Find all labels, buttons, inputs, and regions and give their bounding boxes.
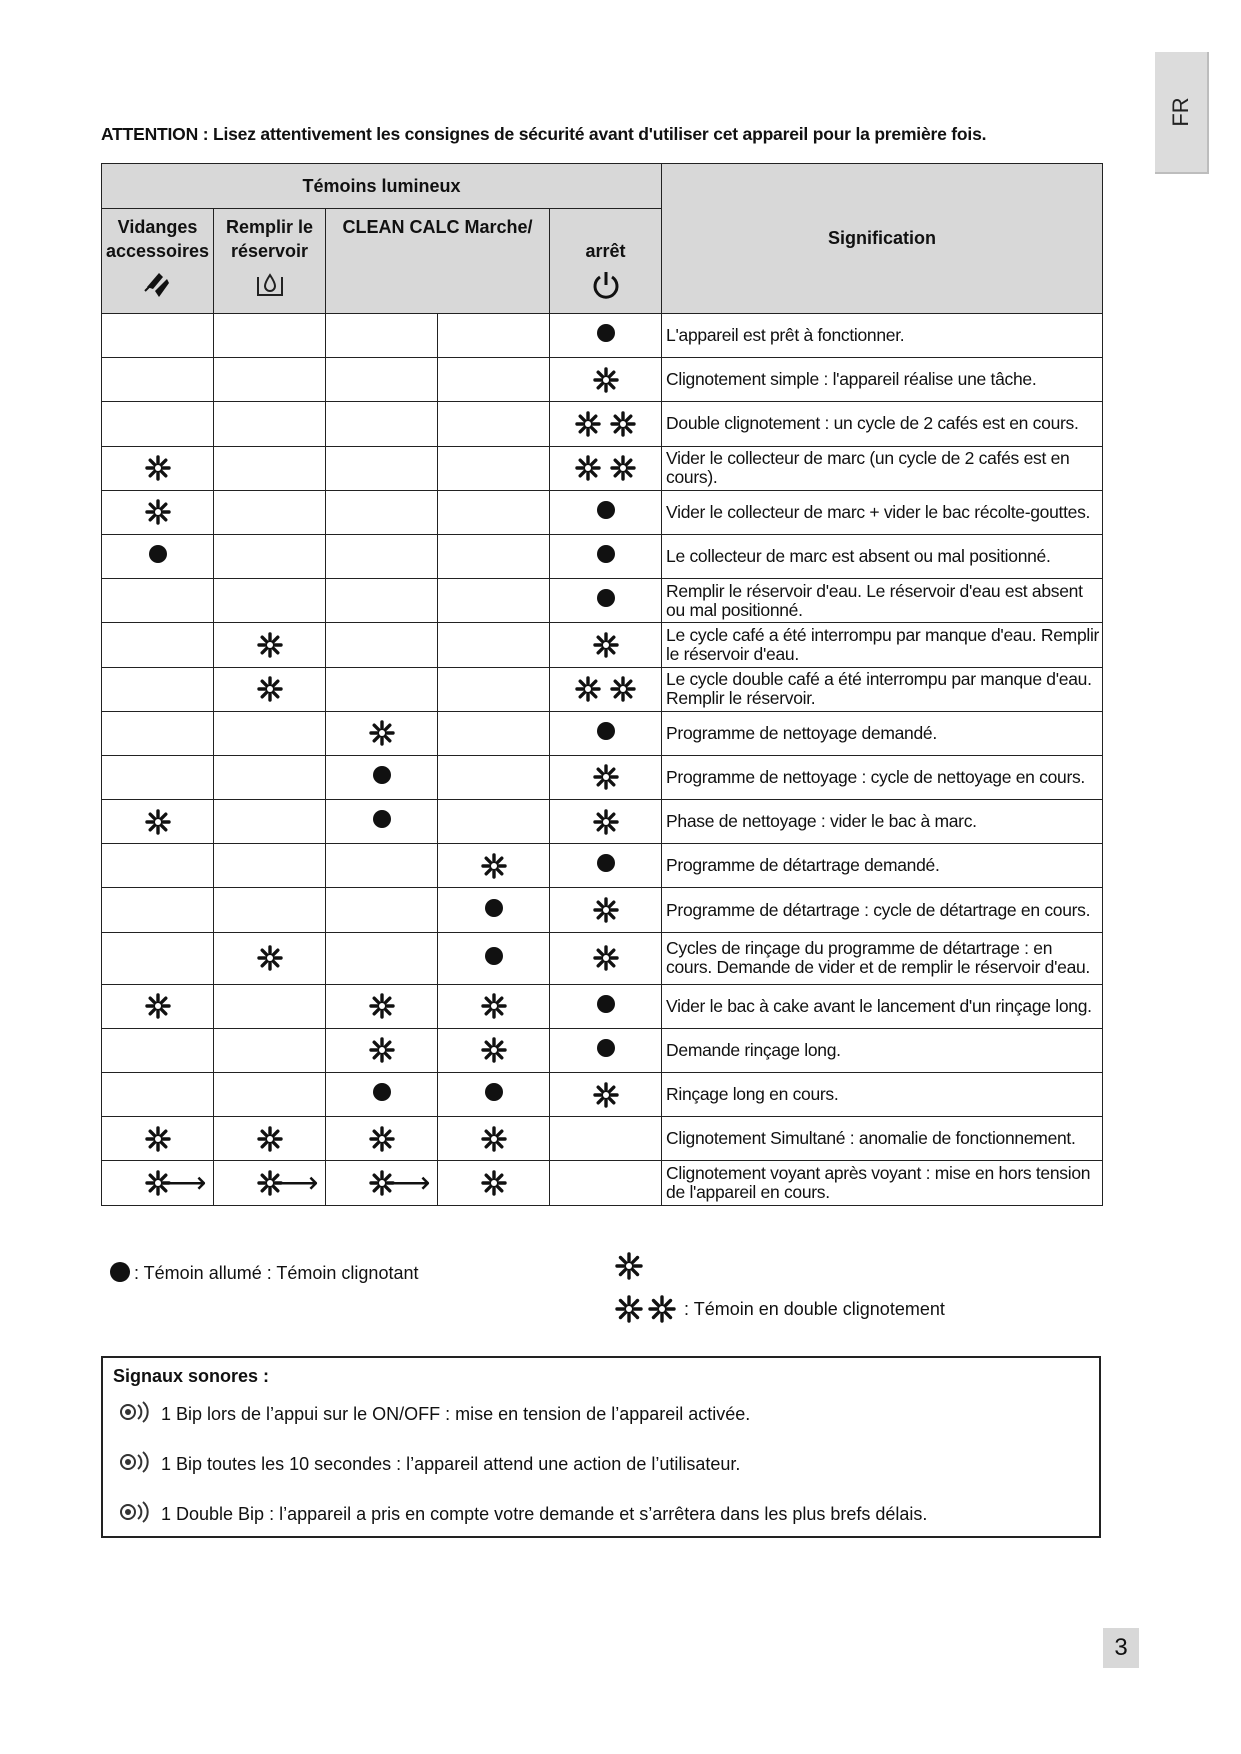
table-row [102, 711, 1103, 755]
indicator-cell [326, 711, 438, 755]
table-row [102, 402, 1103, 446]
indicator-on-icon [485, 1083, 503, 1101]
indicator-on-icon [597, 545, 615, 563]
table-row [102, 358, 1103, 402]
table-row [102, 1028, 1103, 1072]
legend-double-icon [615, 1298, 676, 1318]
table-row [102, 984, 1103, 1028]
indicator-cell [438, 579, 550, 623]
indicator-blink-icon [593, 897, 619, 923]
indicator-blink-icon [575, 676, 601, 702]
indicator-cell [550, 446, 662, 490]
indicator-on-icon [149, 545, 167, 563]
indicator-cell [326, 534, 438, 578]
indicator-cell [102, 932, 214, 984]
indicator-blink-icon [481, 1126, 507, 1152]
indicator-cell [438, 623, 550, 667]
indicator-cell [326, 800, 438, 844]
header-remplir: Remplir le réservoir [214, 209, 326, 314]
indicator-cell [102, 711, 214, 755]
indicator-cell [550, 579, 662, 623]
indicator-cell [326, 1073, 438, 1117]
indicator-cell [550, 314, 662, 358]
signification-cell: Phase de nettoyage : vider le bac à marc. [662, 800, 1103, 844]
indicator-cell [550, 711, 662, 755]
indicator-cell [102, 358, 214, 402]
signification-cell: Remplir le réservoir d'eau. Le réservoir d'eau est absent ou mal positionné. [662, 579, 1103, 623]
indicator-cell [102, 402, 214, 446]
arrow-right-icon: ⟶ [387, 1166, 431, 1200]
indicator-cell [550, 490, 662, 534]
indicator-cell [214, 1028, 326, 1072]
indicator-blink-icon [145, 455, 171, 481]
indicator-cell [214, 1073, 326, 1117]
indicator-cell [214, 623, 326, 667]
indicator-cell [214, 446, 326, 490]
indicator-cell [214, 1161, 326, 1205]
indicator-cell [326, 402, 438, 446]
indicator-cell [438, 844, 550, 888]
indicator-blink-icon [257, 1126, 283, 1152]
indicator-cell [438, 755, 550, 799]
indicator-cell [102, 800, 214, 844]
indicator-cell [214, 490, 326, 534]
page-number: 3 [1103, 1628, 1139, 1668]
indicator-on-icon [485, 947, 503, 965]
signification-cell: Rinçage long en cours. [662, 1073, 1103, 1117]
indicator-blink-icon [481, 853, 507, 879]
indicator-on-icon [373, 810, 391, 828]
indicator-cell [438, 446, 550, 490]
power-icon [550, 269, 661, 308]
table-row [102, 888, 1103, 932]
indicator-cell [326, 490, 438, 534]
indicator-on-icon [597, 324, 615, 342]
table-row [102, 1161, 1103, 1205]
indicator-cell [102, 1161, 214, 1205]
indicator-cell [550, 1117, 662, 1161]
indicator-cell [326, 888, 438, 932]
water-tank-icon [214, 269, 325, 304]
indicator-cell [326, 623, 438, 667]
indicator-cell [326, 932, 438, 984]
table-row [102, 800, 1103, 844]
speaker-icon [119, 1500, 151, 1524]
indicator-cell [102, 844, 214, 888]
indicator-blink-icon [615, 1295, 643, 1323]
signification-cell: Demande rinçage long. [662, 1028, 1103, 1072]
indicator-on-icon [485, 899, 503, 917]
signification-cell: Clignotement Simultané : anomalie de fonctionnement. [662, 1117, 1103, 1161]
indicator-blink-icon [593, 764, 619, 790]
speaker-icon [119, 1450, 151, 1474]
indicator-blink-icon [593, 632, 619, 658]
indicator-cell [550, 667, 662, 711]
indicator-cell [326, 1117, 438, 1161]
indicator-cell [326, 667, 438, 711]
indicator-blink-icon [369, 1037, 395, 1063]
indicator-cell [438, 1117, 550, 1161]
indicator-cell [214, 755, 326, 799]
indicator-cell [438, 932, 550, 984]
indicator-cell [550, 1161, 662, 1205]
legend-on-text: : Témoin allumé : Témoin clignotant [134, 1263, 419, 1283]
indicator-cell [102, 1028, 214, 1072]
speaker-icon [119, 1400, 151, 1424]
sound-signals-box [101, 1356, 1101, 1538]
indicator-cell [438, 888, 550, 932]
indicator-cell [102, 579, 214, 623]
table-row [102, 490, 1103, 534]
grounds-bin-icon [102, 269, 213, 306]
indicator-cell [326, 1028, 438, 1072]
table-row [102, 579, 1103, 623]
indicator-cell [102, 446, 214, 490]
indicator-cell [438, 1161, 550, 1205]
indicator-on-icon [597, 854, 615, 872]
indicator-cell [214, 534, 326, 578]
indicator-blink-icon [615, 1252, 643, 1280]
indicator-cell [326, 755, 438, 799]
indicator-blink-icon [369, 993, 395, 1019]
legend-blink-icon [615, 1252, 643, 1280]
indicator-cell [102, 667, 214, 711]
indicator-cell [550, 755, 662, 799]
indicator-blink-icon [610, 455, 636, 481]
signification-cell: L'appareil est prêt à fonctionner. [662, 314, 1103, 358]
indicator-cell [326, 579, 438, 623]
indicator-cell [214, 844, 326, 888]
table-row [102, 932, 1103, 984]
signification-cell: Programme de détartrage demandé. [662, 844, 1103, 888]
indicator-blink-icon [648, 1295, 676, 1323]
indicator-blink-icon [369, 1126, 395, 1152]
indicator-on-icon [597, 1039, 615, 1057]
indicator-cell [102, 1073, 214, 1117]
signification-cell: Clignotement simple : l'appareil réalise une tâche. [662, 358, 1103, 402]
indicator-on-icon [597, 995, 615, 1013]
indicator-cell [438, 490, 550, 534]
sound-signals-title: Signaux sonores : [113, 1366, 270, 1386]
header-signification: Signification [662, 164, 1103, 314]
indicator-blink-icon [593, 945, 619, 971]
signification-cell: Vider le collecteur de marc (un cycle de 2 cafés est en cours). [662, 446, 1103, 490]
indicator-cell [438, 800, 550, 844]
indicator-cell [550, 984, 662, 1028]
indicator-blink-icon [610, 411, 636, 437]
indicator-on-icon [597, 589, 615, 607]
header-arret: arrêt [550, 209, 662, 314]
indicator-cell [550, 888, 662, 932]
signification-cell: Programme de nettoyage demandé. [662, 711, 1103, 755]
indicator-cell [550, 1028, 662, 1072]
signification-cell: Cycles de rinçage du programme de détartrage : en cours. Demande de vider et de remplir le réservoir d'eau. [662, 932, 1103, 984]
signification-cell: Programme de nettoyage : cycle de nettoyage en cours. [662, 755, 1103, 799]
signification-cell: Vider le collecteur de marc + vider le bac récolte-gouttes. [662, 490, 1103, 534]
indicator-cell [326, 984, 438, 1028]
indicator-blink-icon [593, 367, 619, 393]
indicator-cell [550, 800, 662, 844]
header-clean-calc: CLEAN CALC Marche/ [326, 209, 550, 314]
indicator-cell [550, 534, 662, 578]
indicator-blink-icon [575, 455, 601, 481]
legend-double [615, 1295, 945, 1323]
signification-cell: Programme de détartrage : cycle de détartrage en cours. [662, 888, 1103, 932]
indicator-cell [438, 1028, 550, 1072]
arrow-right-icon: ⟶ [163, 1166, 207, 1200]
indicator-cell [214, 1117, 326, 1161]
indicator-cell [214, 667, 326, 711]
signification-cell: Double clignotement : un cycle de 2 cafés est en cours. [662, 402, 1103, 446]
beep-item: 1 Bip lors de l’appui sur le ON/OFF : mise en tension de l’appareil activée. [119, 1400, 750, 1429]
indicator-cell [326, 358, 438, 402]
indicator-cell [438, 534, 550, 578]
indicator-blink-icon [481, 1170, 507, 1196]
indicator-on-icon [110, 1262, 130, 1282]
indicator-cell [438, 358, 550, 402]
table-row [102, 1117, 1103, 1161]
indicator-cell [102, 534, 214, 578]
indicator-cell [326, 446, 438, 490]
indicator-cell [550, 623, 662, 667]
indicator-cell [214, 314, 326, 358]
beep-item: 1 Double Bip : l’appareil a pris en compte votre demande et s’arrêtera dans les plus brefs délais. [119, 1500, 927, 1529]
signification-cell: Le cycle double café a été interrompu par manque d'eau. Remplir le réservoir. [662, 667, 1103, 711]
indicator-cell [214, 888, 326, 932]
indicator-cell [214, 984, 326, 1028]
signification-cell: Le collecteur de marc est absent ou mal positionné. [662, 534, 1103, 578]
indicator-cell [102, 490, 214, 534]
indicator-cell [102, 623, 214, 667]
attention-notice: ATTENTION : Lisez attentivement les consignes de sécurité avant d'utiliser cet appareil pour la première fois. [101, 124, 987, 144]
indicator-blink-icon [593, 809, 619, 835]
indicator-cell [550, 358, 662, 402]
indicator-blink-icon [145, 809, 171, 835]
indicator-cell [550, 1073, 662, 1117]
indicator-cell [214, 800, 326, 844]
table-row [102, 667, 1103, 711]
header-temoins: Témoins lumineux [102, 164, 662, 209]
indicator-cell [102, 888, 214, 932]
indicator-cell [550, 402, 662, 446]
indicator-blink-icon [257, 945, 283, 971]
indicator-cell [214, 711, 326, 755]
indicator-cell [214, 402, 326, 446]
legend-line [110, 1262, 418, 1284]
indicator-on-icon [597, 501, 615, 519]
indicator-cell [326, 314, 438, 358]
indicator-blink-icon [575, 411, 601, 437]
table-row [102, 534, 1103, 578]
indicator-blink-icon [481, 1037, 507, 1063]
table-row [102, 314, 1103, 358]
indicator-cell [550, 932, 662, 984]
table-row [102, 623, 1103, 667]
arrow-right-icon: ⟶ [275, 1166, 319, 1200]
table-row [102, 844, 1103, 888]
indicator-blink-icon [593, 1082, 619, 1108]
indicator-blink-icon [257, 632, 283, 658]
signification-cell: Le cycle café a été interrompu par manque d'eau. Remplir le réservoir d'eau. [662, 623, 1103, 667]
indicator-cell [102, 1117, 214, 1161]
indicator-blink-icon [145, 499, 171, 525]
indicator-cell [214, 358, 326, 402]
indicator-cell [102, 314, 214, 358]
legend-double-text: : Témoin en double clignotement [684, 1298, 945, 1319]
table-row [102, 446, 1103, 490]
indicator-cell [438, 1073, 550, 1117]
indicator-cell [214, 932, 326, 984]
language-label: FR [1168, 97, 1193, 127]
indicator-cell [438, 402, 550, 446]
beep-item: 1 Bip toutes les 10 secondes : l’appareil attend une action de l’utilisateur. [119, 1450, 740, 1479]
indicator-on-icon [373, 766, 391, 784]
indicator-blink-icon [145, 1126, 171, 1152]
indicator-cell [550, 844, 662, 888]
language-tab [1155, 52, 1209, 174]
indicator-cell [214, 579, 326, 623]
indicator-table [101, 163, 1103, 1206]
indicator-blink-icon [610, 676, 636, 702]
indicator-cell [438, 711, 550, 755]
signification-cell: Vider le bac à cake avant le lancement d'un rinçage long. [662, 984, 1103, 1028]
indicator-cell [102, 755, 214, 799]
table-row [102, 755, 1103, 799]
indicator-cell [438, 314, 550, 358]
indicator-cell [102, 984, 214, 1028]
indicator-on-icon [373, 1083, 391, 1101]
indicator-cell [438, 667, 550, 711]
indicator-blink-icon [257, 676, 283, 702]
indicator-blink-icon [145, 993, 171, 1019]
header-vidanges: Vidanges accessoires [102, 209, 214, 314]
indicator-cell [438, 984, 550, 1028]
indicator-blink-icon [481, 993, 507, 1019]
signification-cell: Clignotement voyant après voyant : mise en hors tension de l'appareil en cours. [662, 1161, 1103, 1205]
indicator-blink-icon [369, 720, 395, 746]
indicator-on-icon [597, 722, 615, 740]
indicator-cell [326, 1161, 438, 1205]
indicator-cell [326, 844, 438, 888]
table-row [102, 1073, 1103, 1117]
